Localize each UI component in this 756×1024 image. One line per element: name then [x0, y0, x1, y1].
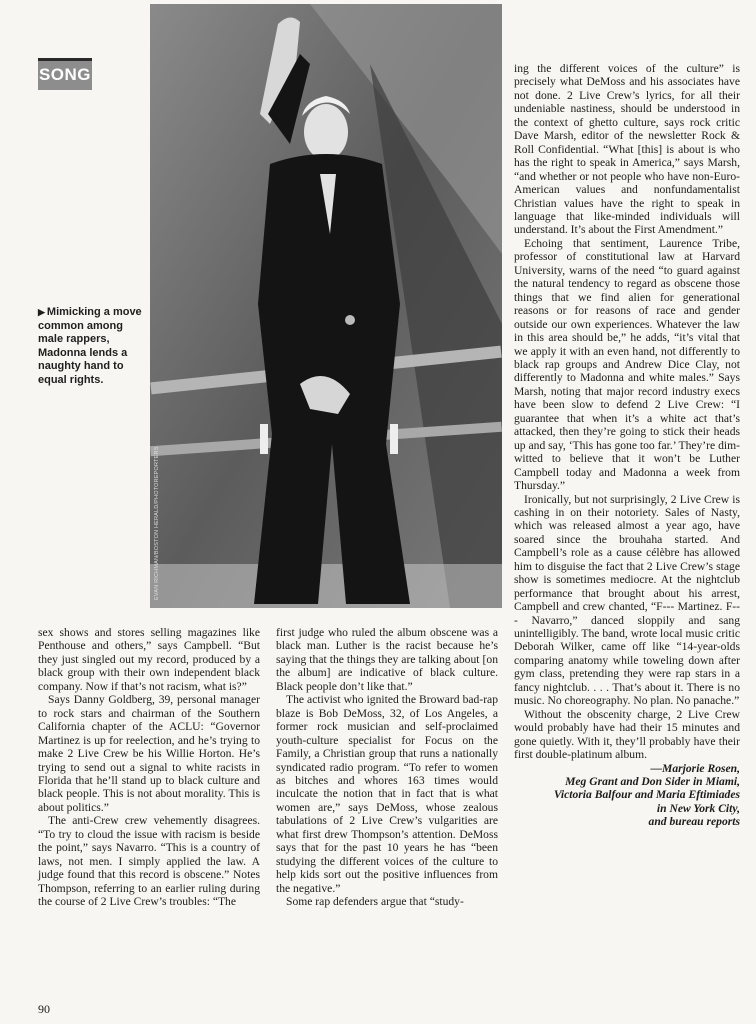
madonna-performance-photo	[150, 4, 502, 608]
article-column-2	[276, 626, 498, 909]
paragraph: The activist who ignited the Broward bad-rap blaze is Bob DeMoss, 32, of Los Angeles, a former rock musician and self-proclaimed youth-culture specialist for Focus on the Family, a Christian group that runs a nationally syndicated radio program. “To refer to women as bitches and whores 163 times would inculcate the notion that in fact that is what women are,” says DeMoss, whose zealous tabulations of 2 Live Crew’s vulgarities are what first drew Thompson’s attention. DeMoss says that for the past 10 years he has “been studying the different voices of the culture to help kids sort out the positive influences from the negative.”	[276, 693, 498, 895]
photo-illustration	[150, 4, 502, 608]
section-tag: SONG	[38, 58, 92, 90]
byline-line: in New York City,	[656, 801, 740, 815]
paragraph: ing the different voices of the culture” is precisely what DeMoss and his associates have not done. 2 Live Crew’s lyrics, for all their undeniable nastiness, should be understood in the context of ghetto culture, says rock critic Dave Marsh, editor of the newsletter Rock & Roll Confidential. “What [this] is about is who has the right to speak in America,” says Marsh, “and whether or not people who have non-Euro-American values and nonfundamentalist Christian values have the right to speak in language that like-minded individuals will understand. It’s about the First Amendment.”	[514, 62, 740, 237]
photo-credit: EVAN RICHMAN/BOSTON HERALD/PHOTOREPORTERS	[154, 446, 160, 600]
byline-line: Meg Grant and Don Sider in Miami,	[565, 775, 740, 789]
photo-caption	[38, 306, 146, 387]
byline-line: and bureau reports	[648, 815, 740, 829]
paragraph: first judge who ruled the album obscene was a black man. Luther is the racist because he’s saying that the things they are talking about [on the album] are indicative of black culture. Black people don’t like that.”	[276, 626, 498, 693]
article-column-3	[514, 62, 740, 829]
byline	[514, 762, 740, 829]
paragraph: Echoing that sentiment, Laurence Tribe, professor of constitutional law at Harvard University, warns of the need “to guard against the natural tendency to regard as obscene those things that we find alien for generational reasons or for reasons of race and gender outside our own experiences. Whatever the law in this area should be,” he adds, “it’s vital that we apply it with an even hand, not differently to black rap groups and Andrew Dice Clay, not differently to Madonna and white males.” Says Marsh, noting that major record industry execs have been slow to defend 2 Live Crew: “I guarantee that when it’s a white act that’s attacked, then they’re going to stick their heads up and say, ‘This has gone too far.’ They’re dim-witted to believe that it won’t be Luther Campbell today and Madonna a week from Thursday.”	[514, 236, 740, 493]
page-number: 90	[38, 1002, 50, 1016]
paragraph: sex shows and stores selling magazines like Penthouse and others,” says Campbell. “But they just singled out my record, produced by a black group with their own independent black company. Now if that’s not racism, what is?”	[38, 626, 260, 693]
paragraph: The anti-Crew crew vehemently disagrees. “To try to cloud the issue with racism is beside the point,” says Navarro. “This is a country of laws, not men. I simply applied the law. A judge found that this record is obscene.” Notes Thompson, referring to an earlier ruling during the course of 2 Live Crew’s troubles: “The	[38, 814, 260, 909]
article-column-1	[38, 626, 260, 909]
byline-line: —Marjorie Rosen,	[650, 761, 740, 775]
byline-line: Victoria Balfour and Maria Eftimiades	[553, 788, 740, 802]
caption-text: Mimicking a move common among male rappers, Madonna lends a naughty hand to equal rights.	[38, 306, 142, 386]
paragraph: Says Danny Goldberg, 39, personal manager to rock stars and chairman of the Southern California chapter of the ACLU: “Governor Martinez is up for reelection, and he’s trying to make 2 Live Crew be his Willie Horton. He’s trying to send out a signal to white racists in Florida that he’ll stand up to black culture and black people. This is not about morality. This is about politics.”	[38, 693, 260, 814]
paragraph: Ironically, but not surprisingly, 2 Live Crew is cashing in on their notoriety. Sales of Nasty, which was released almost a year ago, have soared since the brouhaha started. And Campbell’s role as a cause célèbre has allowed him to disguise the fact that 2 Live Crew’s stage show is sometimes mediocre. At the nightclub performance that brought about his arrest, Campbell and crew chanted, “F--- Martinez. F--- Navarro,” danced sloppily and sang unintelligibly. The band, wrote local music critic Deborah Wilker, came off like “14-year-olds comparing anatomy while toweling down after gym class, pretending they were rap stars in a fancy nightclub. . . . That’s about it. There is no music. No choreography. No plan. No panache.”	[514, 492, 740, 708]
paragraph: Without the obscenity charge, 2 Live Crew would probably have had their 15 minutes and gone quietly. With it, they’ll probably have their first double-platinum album.	[514, 707, 740, 762]
paragraph: Some rap defenders argue that “study-	[286, 895, 464, 909]
triangle-bullet-icon: ▶	[38, 307, 45, 317]
